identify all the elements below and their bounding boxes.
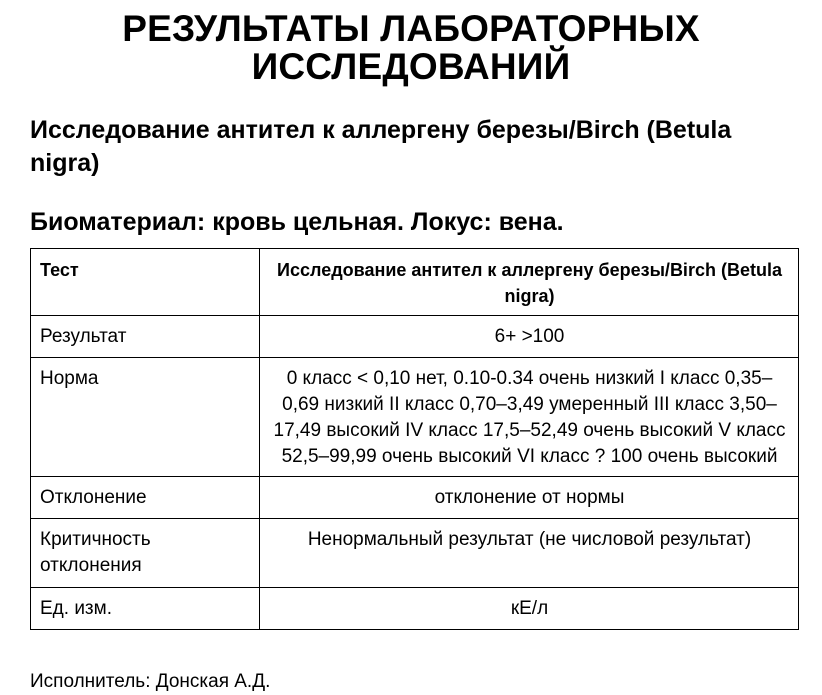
results-table [30, 248, 799, 630]
report-title-line-1: РЕЗУЛЬТАТЫ ЛАБОРАТОРНЫХ [122, 8, 700, 49]
report-title-line-2: ИССЛЕДОВАНИЙ [251, 46, 571, 87]
table-row-deviation [31, 477, 799, 519]
table-row-norm [31, 358, 799, 477]
performer-line: Исполнитель: Донская А.Д. [30, 671, 271, 692]
row-label-criticality: Критичность отклонения [31, 519, 260, 588]
table-row-criticality [31, 519, 799, 588]
row-label-deviation: Отклонение [31, 477, 260, 519]
row-label-test: Тест [31, 249, 260, 316]
biomaterial-heading: Биоматериал: кровь цельная. Локус: вена. [30, 208, 564, 236]
row-value-test: Исследование антител к аллергену березы/Birch (Betula nigra) [260, 249, 799, 316]
row-label-unit: Ед. изм. [31, 588, 260, 630]
row-value-deviation: отклонение от нормы [260, 477, 799, 519]
row-value-criticality: Ненормальный результат (не числовой результат) [260, 519, 799, 588]
test-name-heading: Исследование антител к аллергену березы/Birch (Betula nigra) [30, 116, 732, 177]
row-value-norm: 0 класс < 0,10 нет, 0.10-0.34 очень низкий I класс 0,35–0,69 низкий II класс 0,70–3,49 умеренный III класс 3,50–17,49 высокий IV класс 17,5–52,49 очень высокий V класс 52,5–99,99 очень высокий VI класс ? 100 очень высокий [260, 358, 799, 477]
row-label-norm: Норма [31, 358, 260, 477]
table-row-test [31, 249, 799, 316]
row-value-unit: кЕ/л [260, 588, 799, 630]
row-label-result: Результат [31, 316, 260, 358]
table-row-unit [31, 588, 799, 630]
table-row-result [31, 316, 799, 358]
row-value-result: 6+ >100 [260, 316, 799, 358]
report-title [0, 10, 822, 86]
